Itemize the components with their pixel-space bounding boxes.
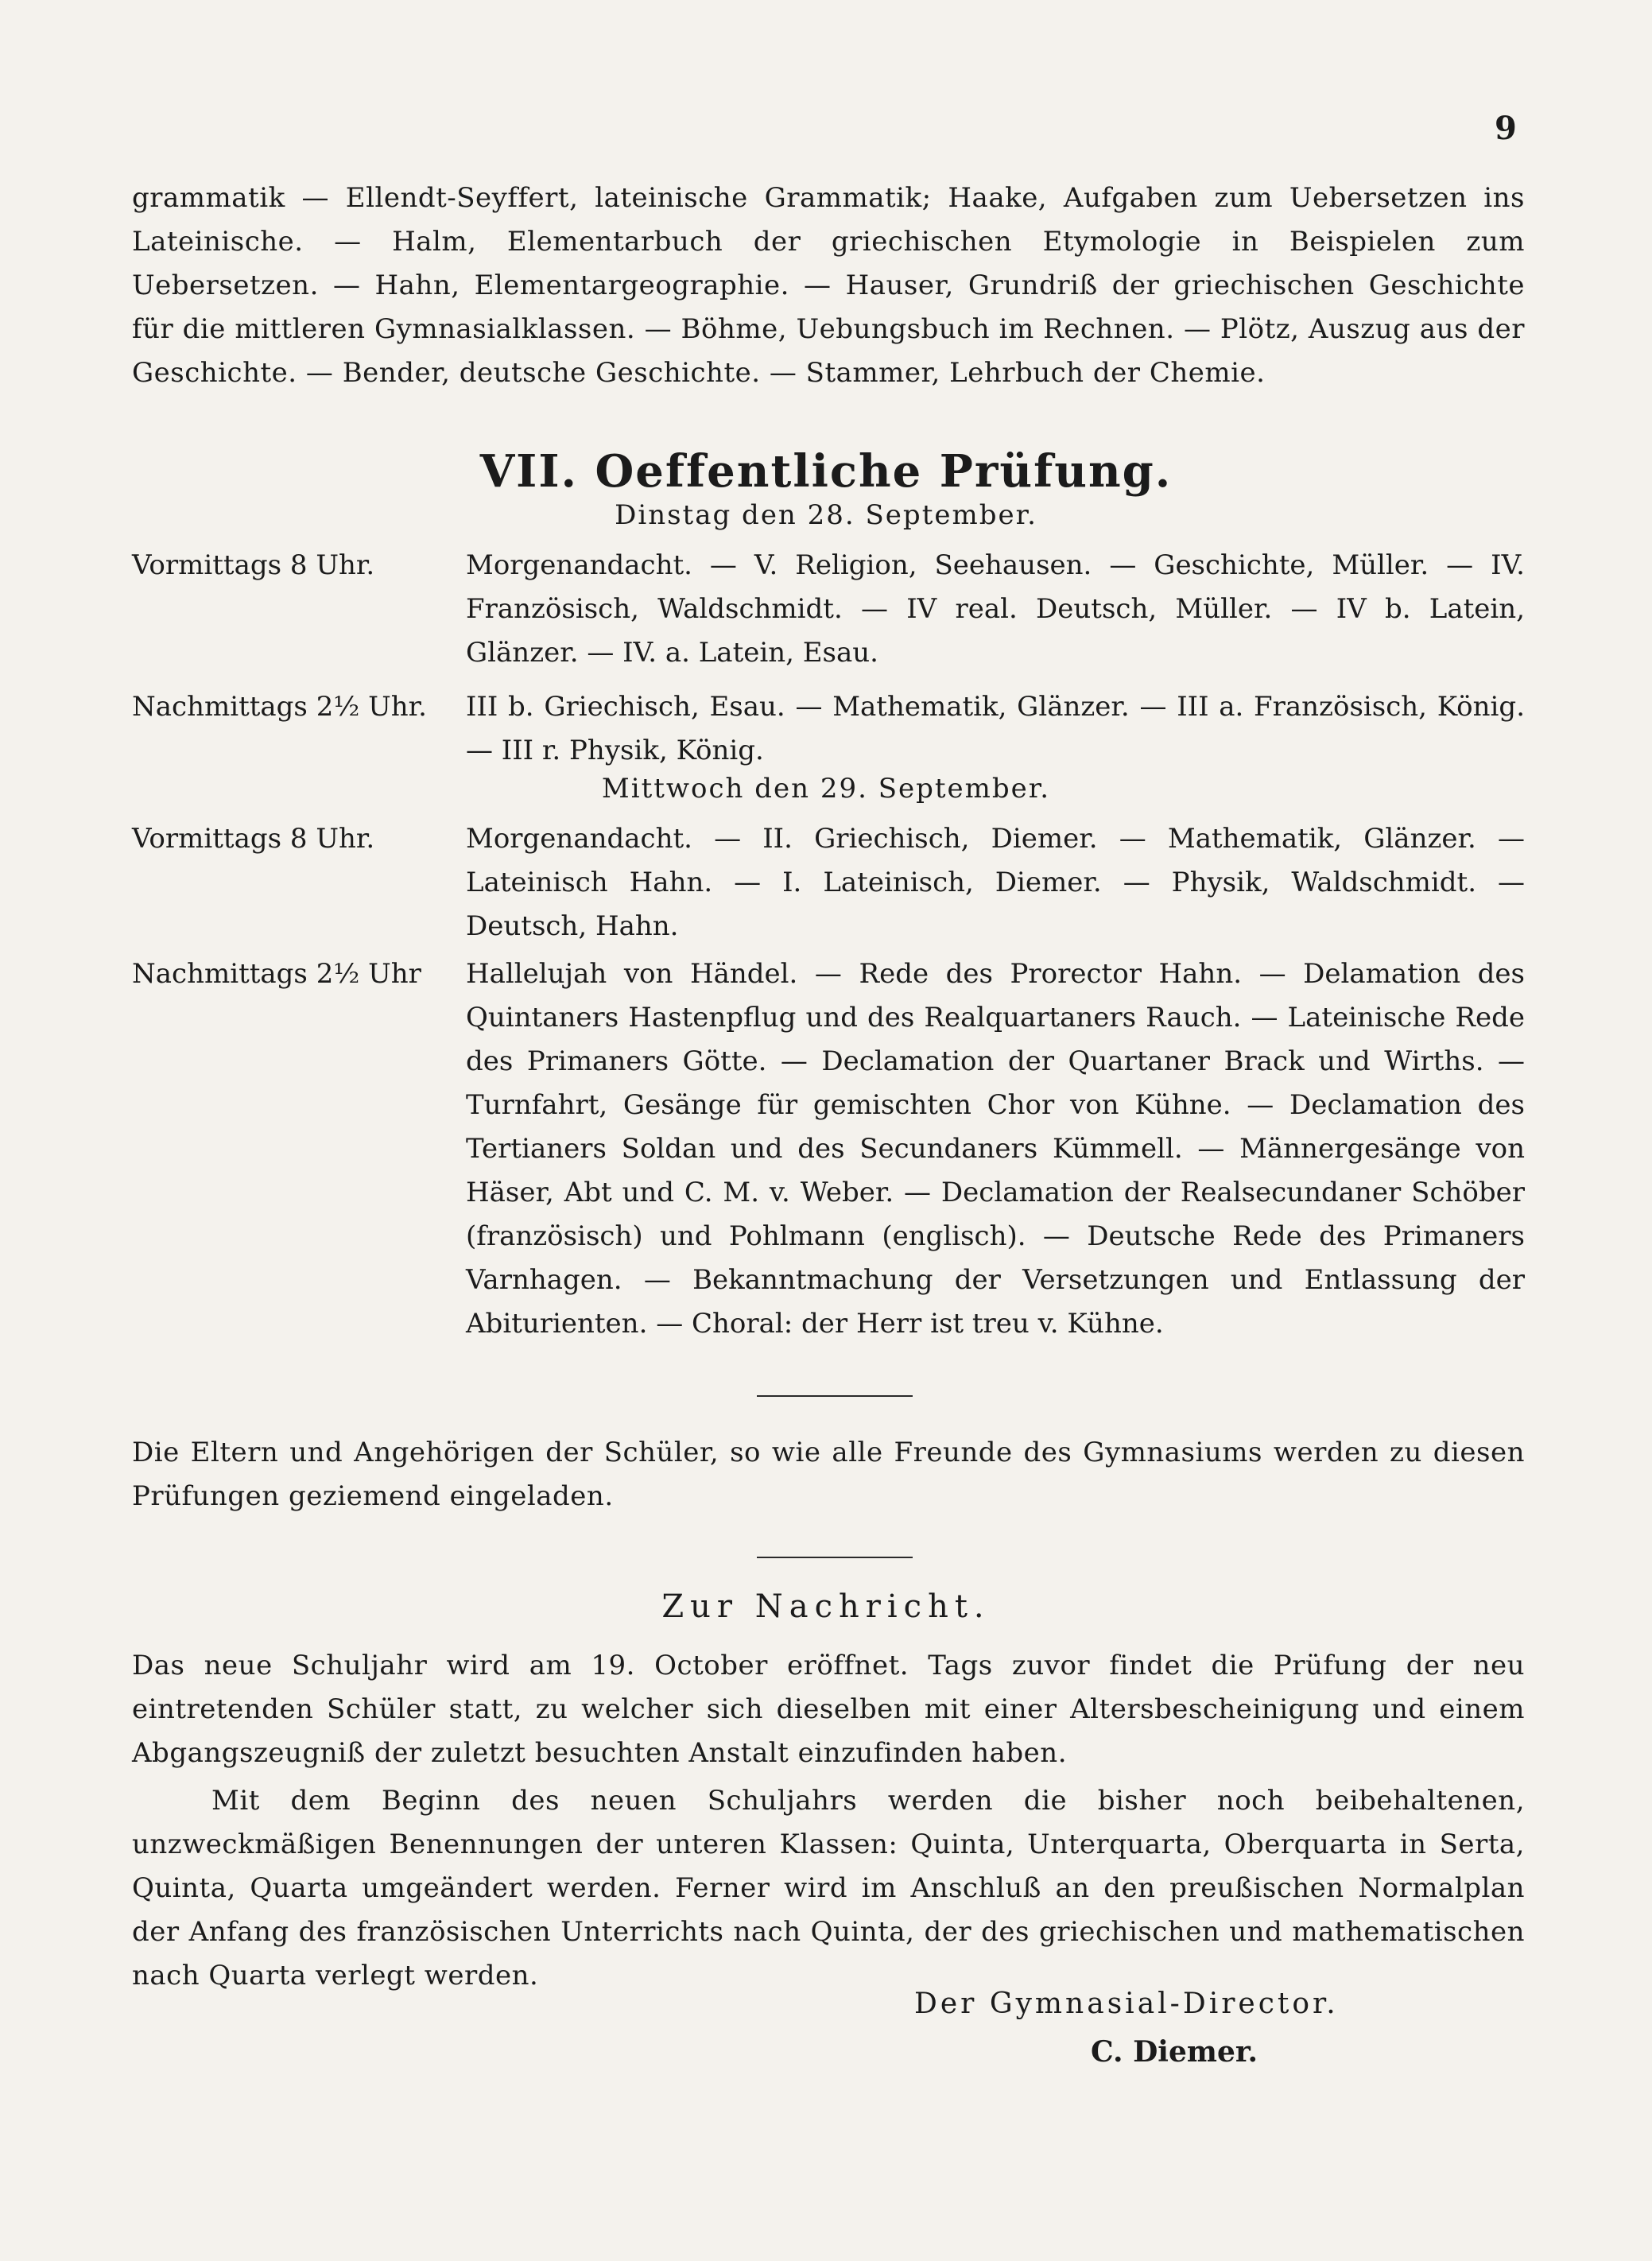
schedule-time: Nachmittags 2½ Uhr [132, 958, 421, 990]
signature-title: Der Gymnasial-Director. [914, 1988, 1339, 2020]
invitation-paragraph: Die Eltern und Angehörigen der Schüler, so wie alle Freunde des Gymnasiums werden zu diesen Prüfungen geziemend eingeladen. [132, 1437, 1525, 1512]
schedule-text: Morgenandacht. — V. Religion, Seehausen. — Geschichte, Müller. — IV. Französisch, Waldschmidt. — IV real. Deutsch, Müller. — IV b. Latein, Glänzer. — IV. a. Latein, Esau. [466, 549, 1525, 669]
schedule-time: Vormittags 8 Uhr. [132, 823, 375, 855]
schedule-text: Hallelujah von Händel. — Rede des Prorector Hahn. — Delamation des Quintaners Hastenpflug und des Realquartaners Rauch. — Lateinische Rede des Primaners Götte. — Declamation der Quartaner Brack und Wirths. — Turnfahrt, Gesänge für gemischten Chor von Kühne. — Declamation des Tertianers Soldan und des Secundaners Kümmell. — Männergesänge von Häser, Abt und C. M. v. Weber. — Declamation der Realsecundaner Schöber (französisch) und Pohlmann (englisch). — Deutsche Rede des Primaners Varnhagen. — Bekanntmachung der Versetzungen und Entlassung der Abiturienten. — Choral: der Herr ist treu v. Kühne. [466, 958, 1525, 1340]
schedule-text: III b. Griechisch, Esau. — Mathematik, Glänzer. — III a. Französisch, König. — III r. Physik, König. [466, 691, 1525, 766]
notice-title: Zur Nachricht. [661, 1588, 991, 1625]
schedule-text: Morgenandacht. — II. Griechisch, Diemer. — Mathematik, Glänzer. — Lateinisch Hahn. — I. Lateinisch, Diemer. — Physik, Waldschmidt. — Deutsch, Hahn. [466, 823, 1525, 942]
notice-paragraph-1: Das neue Schuljahr wird am 19. October eröffnet. Tags zuvor findet die Prüfung der neu eintretenden Schüler statt, zu welcher sich dieselben mit einer Altersbescheinigung und einem Abgangszeugniß der zuletzt besuchten Anstalt einzufinden haben. [132, 1650, 1525, 1769]
book-list-paragraph: grammatik — Ellendt-Seyffert, lateinische Grammatik; Haake, Aufgaben zum Uebersetzen ins Lateinische. — Halm, Elementarbuch der griechischen Etymologie in Beispielen zum Uebersetzen. — Hahn, Elementargeographie. — Hauser, Grundriß der griechischen Geschichte für die mittleren Gymnasialklassen. — Böhme, Uebungsbuch im Rechnen. — Plötz, Auszug aus der Geschichte. — Bender, deutsche Geschichte. — Stammer, Lehrbuch der Chemie. [132, 182, 1525, 389]
day-heading-tuesday: Dinstag den 28. September. [615, 499, 1037, 531]
notice-paragraph-2: Mit dem Beginn des neuen Schuljahrs werden die bisher noch beibehaltenen, unzweckmäßigen Benennungen der unteren Klassen: Quinta, Unterquarta, Oberquarta in Serta, Quinta, Quarta umgeändert werden. Ferner wird im Anschluß an den preußischen Normalplan der Anfang des französischen Unterrichts nach Quinta, der des griechischen und mathematischen nach Quarta verlegt werden. [132, 1785, 1525, 1991]
page-number: 9 [1495, 110, 1517, 147]
schedule-time: Nachmittags 2½ Uhr. [132, 691, 427, 723]
divider-rule [757, 1395, 913, 1397]
divider-rule [757, 1557, 913, 1558]
section-title: VII. Oeffentliche Prüfung. [479, 445, 1173, 498]
schedule-time: Vormittags 8 Uhr. [132, 549, 375, 581]
signature-name: C. Diemer. [1091, 2035, 1258, 2069]
day-heading-wednesday: Mittwoch den 29. September. [601, 773, 1051, 805]
